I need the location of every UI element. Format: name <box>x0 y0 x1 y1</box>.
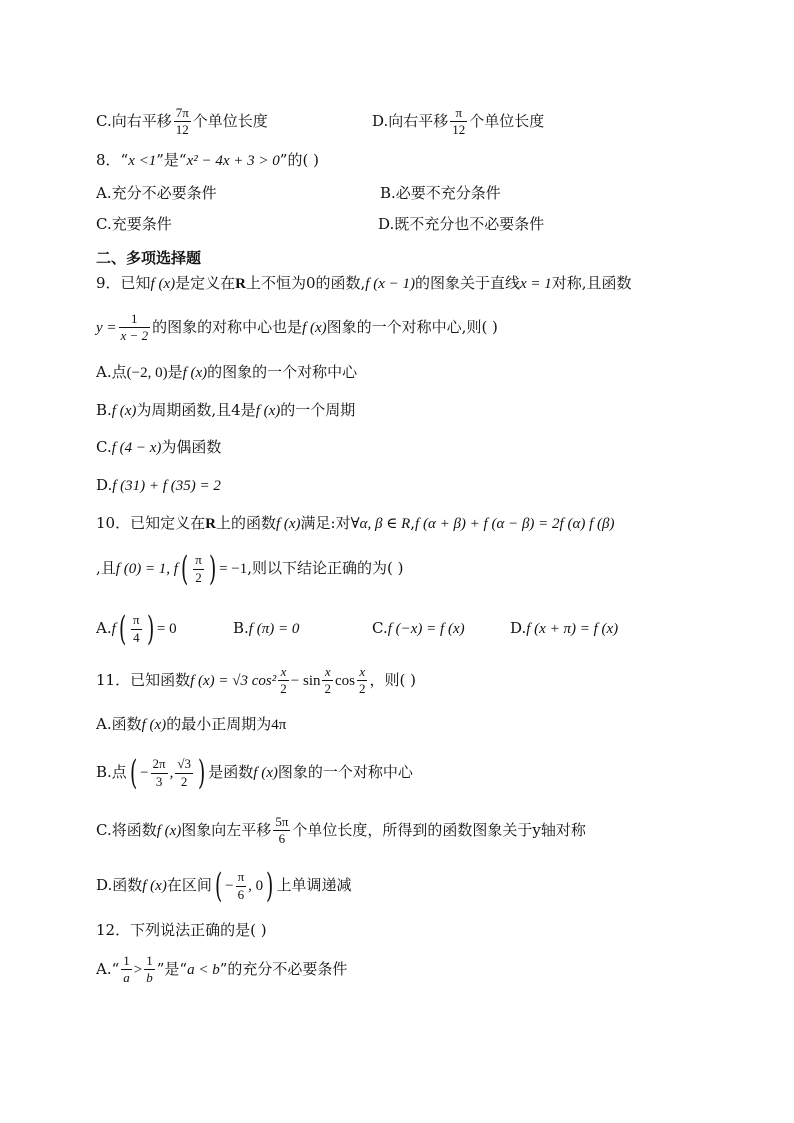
q12-a-mid: ”是“ <box>156 959 188 978</box>
q9-d-expr: f (31) + f (35) = 2 <box>112 478 221 494</box>
q11-frac2 <box>322 665 333 697</box>
q10-c-expr: f (−x) = f (x) <box>387 621 465 637</box>
q11-b-suf: 图象的一个对称中心 <box>277 763 413 781</box>
q9-y-fraction <box>119 312 151 344</box>
q11-b-pre: B.点 <box>96 763 127 781</box>
q9-a-f: f (x) <box>182 365 208 381</box>
q9-option-c <box>96 440 221 456</box>
q9-a-point: (−2, 0) <box>126 365 168 381</box>
q10-a-f: f <box>111 621 116 637</box>
q12-one-b: 1 <box>144 954 155 970</box>
q12-cond: a < b <box>187 961 220 978</box>
q9-stem-line2 <box>96 312 498 344</box>
q9-f2: f (x − 1) <box>365 276 415 292</box>
q9-a-suf: 的图象的一个对称中心 <box>207 363 358 381</box>
q12-gt: > <box>133 961 143 978</box>
q10-b-label: B. <box>233 619 249 637</box>
section-title: 二、多项选择题 <box>96 249 202 267</box>
q8-cond2: x² − 4x + 3 > 0 <box>186 153 280 169</box>
q11-frac1 <box>278 665 289 697</box>
q7-d-num: π <box>450 106 467 122</box>
q10-l1a: 10．已知定义在 <box>96 514 206 532</box>
q11-d-num: π <box>236 870 247 886</box>
q7-c-suffix: 个单位长度 <box>192 111 268 130</box>
q7-c-num: 7π <box>174 106 191 122</box>
q9-b-mid: 为周期函数,且4是 <box>136 401 256 419</box>
q9-y-num: 1 <box>119 312 151 328</box>
q11-cos: cos <box>334 672 355 689</box>
q8-stem-a: 8．“ <box>96 151 129 169</box>
q11-option-b: B.点( − $\frac{2\pi}{3}$ , $\frac{√3}{2}$ ) 是函数f (x)图象的一个对称中心 <box>96 753 413 793</box>
q9-f3: f (x) <box>302 319 327 336</box>
q8-option-d: D.既不充分也不必要条件 <box>378 215 545 233</box>
q7-d-suffix: 个单位长度 <box>469 111 545 130</box>
q11-l1a: 11．已知函数 <box>96 670 191 689</box>
q7-option-d <box>372 106 544 138</box>
q10-a-den: 4 <box>133 629 140 645</box>
q11-c-suf: 个单位长度，所得到的函数图象关于y轴对称 <box>292 820 586 839</box>
q10-pi: π <box>193 553 204 569</box>
q10-b-expr: f (π) = 0 <box>248 621 300 637</box>
q12-frac-a <box>121 954 132 986</box>
q12-a-pre: A.“ <box>96 959 120 978</box>
q10-a-num: π <box>131 613 142 629</box>
q9-d-pre: D. <box>96 476 113 494</box>
q9-b-pre: B. <box>96 401 112 419</box>
q11-c-mid: 图象向左平移 <box>181 820 272 839</box>
q11-a-pre: A.函数 <box>96 715 142 733</box>
q11-b-n1: 2π <box>151 757 168 773</box>
q8-cond1: x <1 <box>128 153 157 169</box>
q11-d-pre: D.函数 <box>96 876 143 894</box>
q11-b-frac1 <box>151 757 168 789</box>
q10-l2c: ,则以下结论正确的为( ) <box>247 559 404 577</box>
q10-f: f (x) <box>275 516 301 532</box>
q7-d-prefix: D.向右平移 <box>372 111 449 130</box>
q9-l1c: 上不恒为0的函数, <box>245 274 366 292</box>
q11-l1b: ，则( ) <box>369 670 416 689</box>
q11-two1: 2 <box>280 681 287 697</box>
q11-a-f: f (x) <box>141 717 167 733</box>
q11-b-f: f (x) <box>253 765 278 781</box>
q11-f: f (x) = √3 cos² <box>190 672 277 689</box>
q10-c-label: C. <box>372 619 388 637</box>
q11-option-d: D.函数f (x)在区间( − $\frac{\pi}{6}$ , 0) 上单调递减 <box>96 866 352 906</box>
q9-a-mid: 是 <box>167 363 183 381</box>
q9-c-f: f (4 − x) <box>111 440 162 456</box>
q9-l1b: 是定义在 <box>175 274 236 292</box>
q11-d-zero: , 0 <box>248 878 264 894</box>
q7-c-fraction <box>174 106 191 138</box>
q12-a-suf: ”的充分不必要条件 <box>219 959 348 978</box>
q12-option-a <box>96 954 347 986</box>
q11-b-mid: 是函数 <box>208 763 254 781</box>
q8-option-a: A.充分不必要条件 <box>96 184 217 202</box>
q11-d-mid: 在区间 <box>166 876 212 894</box>
q11-b-d1: 3 <box>155 773 163 789</box>
q10-f0: f (0) = 1, f <box>115 561 178 577</box>
q8-stem-b: ”是“ <box>156 151 187 169</box>
q11-c-den: 6 <box>278 831 286 847</box>
q9-b-f2: f (x) <box>255 403 281 419</box>
q9-l1a: 9．已知 <box>96 274 151 292</box>
q12-stem: 12．下列说法正确的是( ) <box>96 921 267 939</box>
q11-two3: 2 <box>358 681 366 697</box>
q11-c-num: 5π <box>273 815 290 831</box>
q9-option-a <box>96 365 357 381</box>
q8-stem-c: ”的( ) <box>279 151 319 169</box>
q9-l1d: 的图象关于直线 <box>414 274 520 292</box>
q9-a-pre: A.点 <box>96 363 127 381</box>
q11-c-pre: C.将函数 <box>96 820 157 839</box>
q9-y-lhs: y = <box>96 319 117 336</box>
q10-vars: α, β ∈ R <box>359 516 411 532</box>
q10-eq: f (α + β) + f (α − β) = 2f (α) f (β) <box>415 516 615 532</box>
q10-a-fraction <box>131 613 142 645</box>
q11-b-minus: − <box>140 765 149 781</box>
q11-d-frac <box>236 870 247 902</box>
q12-one-a: 1 <box>121 954 132 970</box>
q11-a-val: 4π <box>271 717 287 733</box>
q10-d-label: D. <box>510 619 527 637</box>
q10-a-suf: = 0 <box>156 621 177 637</box>
q10-two: 2 <box>195 569 202 585</box>
q11-d-suf: 上单调递减 <box>276 876 352 894</box>
q9-b-f: f (x) <box>111 403 137 419</box>
q10-pi-half <box>193 553 204 585</box>
q10-option-a: A.f( $\frac{\pi}{4}$ ) = 0 <box>96 609 177 649</box>
q10-option-c <box>372 621 465 637</box>
q10-l2b: = −1 <box>219 561 248 577</box>
q11-option-a <box>96 717 286 733</box>
q7-d-den: 12 <box>452 122 466 138</box>
q9-f1: f (x) <box>150 276 176 292</box>
q7-c-prefix: C.向右平移 <box>96 111 172 130</box>
q9-l2: 的图象的对称中心也是 <box>152 317 303 336</box>
q7-option-c <box>96 106 268 138</box>
q7-d-fraction <box>450 106 467 138</box>
q11-d-f: f (x) <box>142 878 167 894</box>
q10-a-pre: A. <box>96 619 112 637</box>
q8-option-c: C.充要条件 <box>96 215 172 233</box>
q11-c-frac <box>273 815 290 847</box>
q9-b-suf: 的一个周期 <box>280 401 356 419</box>
q9-l2b: 图象的一个对称中心,则( ) <box>326 317 498 336</box>
q11-mid: − sin <box>290 672 321 689</box>
q9-y-den: x − 2 <box>120 328 149 344</box>
q11-b-comma: , <box>169 765 174 781</box>
q11-b-frac2 <box>175 757 193 789</box>
q9-stem-line1 <box>96 276 632 292</box>
q10-l1b: 上的函数 <box>215 514 276 532</box>
q8-stem <box>96 153 319 169</box>
q9-option-b <box>96 403 355 419</box>
q9-option-d <box>96 478 221 494</box>
q11-option-c <box>96 815 586 847</box>
q11-frac3 <box>357 665 368 697</box>
q11-a-mid: 的最小正周期为 <box>166 715 272 733</box>
q8-option-b: B.必要不充分条件 <box>380 184 501 202</box>
q10-stem-line1 <box>96 516 614 532</box>
q11-d-den: 6 <box>237 886 245 902</box>
q7-c-den: 12 <box>175 122 189 138</box>
q11-x1: x <box>278 665 289 681</box>
q9-R: R <box>235 276 246 292</box>
q11-x2: x <box>322 665 333 681</box>
q12-den-a: a <box>123 970 130 986</box>
q10-d-expr: f (x + π) = f (x) <box>526 621 619 637</box>
q10-l2a: ,且 <box>96 559 116 577</box>
q10-option-d <box>510 621 618 637</box>
q9-c-pre: C. <box>96 438 112 456</box>
q10-option-b <box>233 621 299 637</box>
q9-line: x = 1 <box>520 276 552 292</box>
q10-l1d: , <box>410 514 416 532</box>
q11-stem <box>96 665 416 697</box>
q12-frac-b <box>144 954 155 986</box>
q11-b-n2: √3 <box>175 757 193 773</box>
q11-two2: 2 <box>324 681 331 697</box>
q11-x3: x <box>357 665 368 681</box>
q9-c-suf: 为偶函数 <box>161 438 222 456</box>
q10-stem-line2: ,且f (0) = 1, f( $\frac{\pi}{2}$ ) = −1,则以下结论正确的为( ) <box>96 549 404 589</box>
q11-b-d2: 2 <box>180 773 188 789</box>
q9-l1e: 对称,且函数 <box>551 274 632 292</box>
q11-d-minus: − <box>225 878 234 894</box>
q10-R: R <box>205 516 216 532</box>
q12-den-b: b <box>146 970 153 986</box>
q11-c-f: f (x) <box>156 822 182 839</box>
q10-l1c: 满足:对∀ <box>300 514 360 532</box>
